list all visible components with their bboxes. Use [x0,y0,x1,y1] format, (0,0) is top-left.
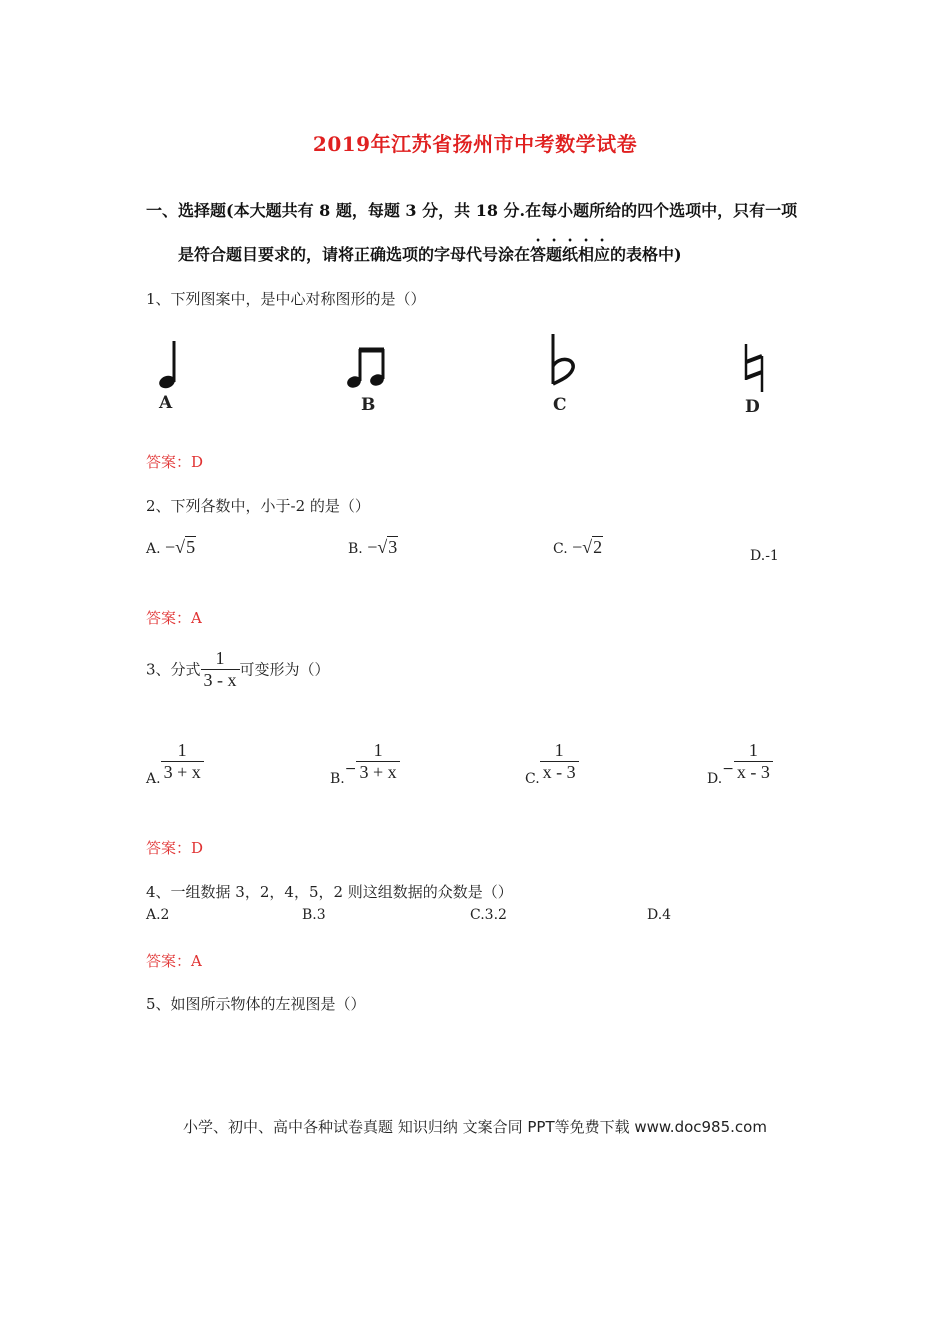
numerator: 1 [201,648,240,670]
numerator: 1 [734,740,773,762]
flat-sign-icon [545,330,585,390]
q3-option-b [330,740,400,787]
q3-option-a [146,740,204,787]
question-2-text: 2、下列各数中，小于-2 的是（） [146,497,370,515]
minus-sign: − [572,537,583,557]
q2-option-d [750,548,779,564]
fraction [356,740,399,782]
q3-option-c [525,740,579,787]
q3-option-d-prefix: D. [707,771,723,788]
numerator: 1 [161,740,204,762]
question-3-answer: 答案：D [146,839,204,857]
question-1-answer: 答案：D [146,453,204,471]
question-4-answer: 答案：A [146,952,202,970]
denominator: 3 - x [203,669,237,690]
q2-option-b-prefix: B. [348,541,363,557]
q3-suffix: 可变形为（） [239,660,330,679]
fraction [540,740,579,782]
minus-sign: − [367,537,378,557]
sqrt-expression: −√5 [165,537,196,557]
beamed-eighth-notes-icon [345,345,395,395]
q1-option-d-label: D [745,397,760,417]
radicand: 2 [593,537,603,557]
minus-sign: − [722,761,734,778]
numerator: 1 [540,740,579,762]
fraction [161,740,204,782]
question-5-text: 5、如图所示物体的左视图是（） [146,995,366,1013]
radicand: 3 [388,537,398,557]
q4-option-c: C.3.2 [470,907,507,923]
section-heading-line2-a: 是符合题目要求的，请将正确选项的字母代号涂在 [178,245,531,264]
numerator: 1 [356,740,399,762]
q2-option-c [553,537,603,558]
q4-option-a: A.2 [146,907,170,923]
question-3-text [146,648,330,690]
q3-option-c-prefix: C. [525,771,540,788]
section-heading-line1: 一、选择题(本大题共有 8 题，每题 3 分，共 18 分.在每小题所给的四个选项中，只有一项 [146,201,798,220]
q3-prefix: 3、分式 [146,660,201,679]
denominator: 3 + x [163,761,201,782]
denominator: 3 + x [359,761,397,782]
q3-option-a-prefix: A. [146,771,161,788]
question-2-answer: 答案：A [146,609,202,627]
q1-option-b-label: B [361,395,376,415]
natural-sign-icon [740,340,770,400]
section-heading-line2-c: 的表格中) [610,245,682,264]
q2-option-d-prefix: D. [750,548,766,564]
q3-option-d [707,740,773,787]
radicand: 5 [186,537,196,557]
q4-option-b: B.3 [302,907,326,923]
section-heading-emphasis: 答题纸相应 [530,245,611,264]
sqrt-expression: −√3 [367,537,398,557]
denominator: x - 3 [542,761,576,782]
question-4-text: 4、一组数据 3，2，4，5，2 则这组数据的众数是（） [146,883,513,901]
q2-option-c-prefix: C. [553,541,568,557]
section-heading-line2 [178,235,682,265]
q4-option-d: D.4 [647,907,672,923]
q2-option-b [348,537,398,558]
minus-sign: − [344,761,357,778]
page-footer: 小学、初中、高中各种试卷真题 知识归纳 文案合同 PPT等免费下载 www.doc985.com [183,1118,767,1136]
q2-option-a-prefix: A. [146,541,161,557]
sqrt-expression: −√2 [572,537,603,557]
q3-option-b-prefix: B. [330,771,345,788]
q2-option-a [146,537,196,558]
q2-option-d-value: -1 [765,548,779,564]
page-title: 2019年江苏省扬州市中考数学试卷 [312,132,638,156]
q1-option-c-label: C [553,395,567,415]
minus-sign: − [165,537,176,557]
fraction [734,740,773,782]
q1-option-a-label: A [159,393,173,413]
denominator: x - 3 [736,761,770,782]
question-1-text: 1、下列图案中，是中心对称图形的是（） [146,290,426,308]
fraction [201,648,240,690]
